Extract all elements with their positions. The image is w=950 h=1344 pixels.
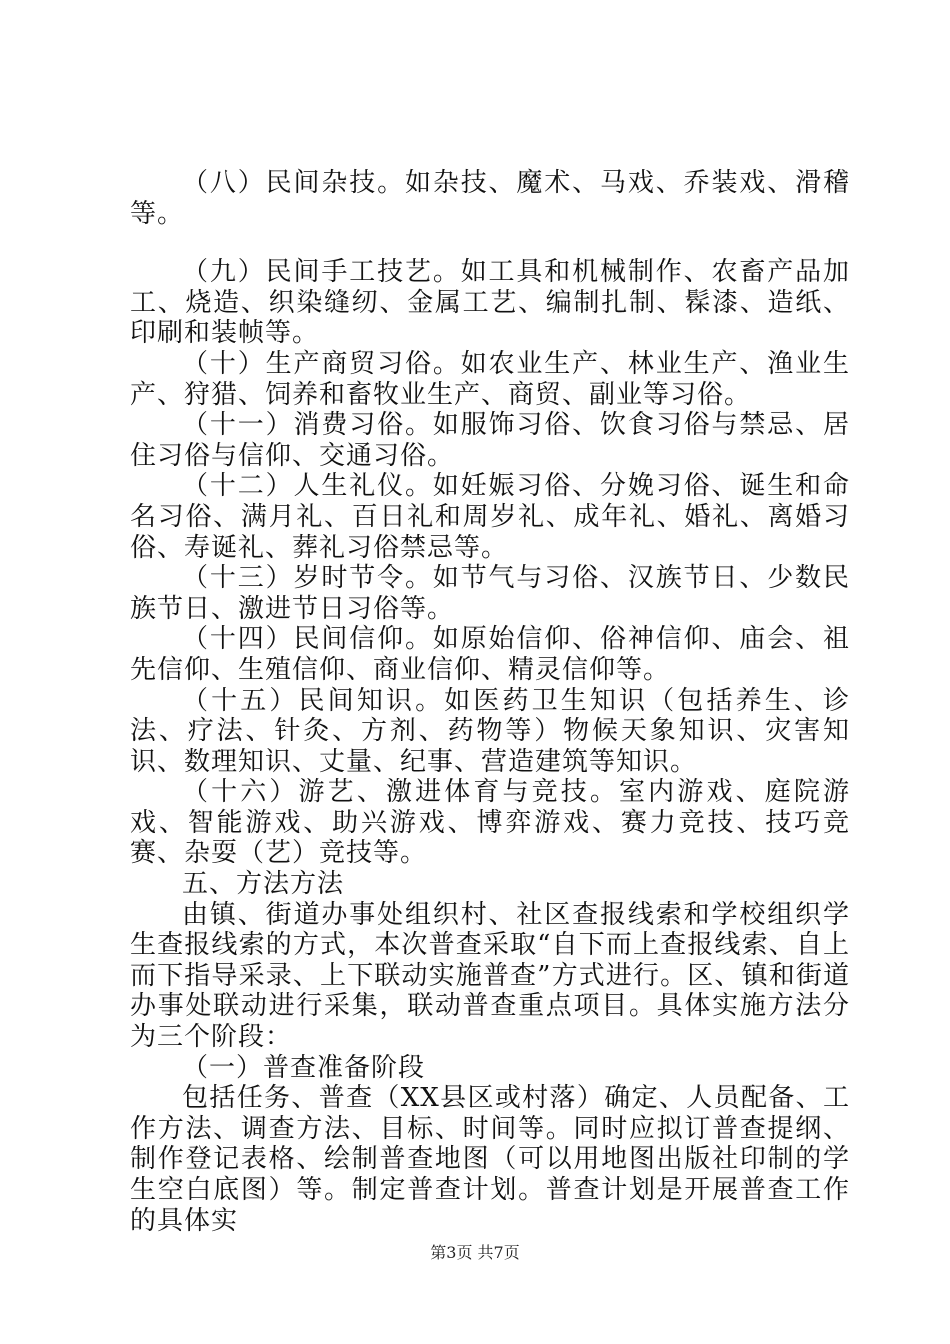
paragraph-item-15: （十五）民间知识。如医药卫生知识（包括养生、诊法、疗法、针灸、方剂、药物等）物候天象知识、灾害知识、数理知识、丈量、纪事、营造建筑等知识。 [130,685,850,777]
paragraph-item-9: （九）民间手工技艺。如工具和机械制作、农畜产品加工、烧造、织染缝纫、金属工艺、编制扎制、髹漆、造纸、印刷和装帧等。 [130,257,850,349]
paragraph-preparation-detail: 包括任务、普查（XX县区或村落）确定、人员配备、工作方法、调查方法、目标、时间等。同时应拟订普查提纲、制作登记表格、绘制普查地图（可以用地图出版社印制的学生空白底图）等。制定普查计划。普查计划是开展普查工作的具体实 [130,1083,850,1236]
paragraph-item-11: （十一）消费习俗。如服饰习俗、饮食习俗与禁忌、居住习俗与信仰、交通习俗。 [130,410,850,471]
section-heading-methods: 五、方法方法 [182,869,345,900]
paragraph-item-13: （十三）岁时节令。如节气与习俗、汉族节日、少数民族节日、激进节日习俗等。 [130,563,850,624]
paragraph-item-8: （八）民间杂技。如杂技、魔术、马戏、乔装戏、滑稽等。 [130,168,850,229]
page-footer [0,1243,950,1263]
paragraph-item-12: （十二）人生礼仪。如妊娠习俗、分娩习俗、诞生和命名习俗、满月礼、百日礼和周岁礼、成年礼、婚礼、离婚习俗、寿诞礼、葬礼习俗禁忌等。 [130,471,850,563]
paragraph-item-14: （十四）民间信仰。如原始信仰、俗神信仰、庙会、祖先信仰、生殖信仰、商业信仰、精灵信仰等。 [130,624,850,685]
page-number: 第3页 共7页 [430,1243,520,1262]
document-body [130,168,850,1236]
paragraph-item-10: （十）生产商贸习俗。如农业生产、林业生产、渔业生产、狩猎、饲养和畜牧业生产、商贸、副业等习俗。 [130,348,850,410]
paragraph-item-16: （十六）游艺、激进体育与竞技。室内游戏、庭院游戏、智能游戏、助兴游戏、博弈游戏、赛力竞技、技巧竞赛、杂耍（艺）竞技等。 [130,777,850,869]
paragraph-methods-intro: 由镇、街道办事处组织村、社区查报线索和学校组织学生查报线索的方式，本次普查采取“自下而上查报线索、自上而下指导采录、上下联动实施普查”方式进行。区、镇和街道办事处联动进行采集，联动普查重点项目。具体实施方法分为三个阶段： [130,899,850,1053]
subheading-preparation-stage: （一）普查准备阶段 [182,1052,426,1083]
